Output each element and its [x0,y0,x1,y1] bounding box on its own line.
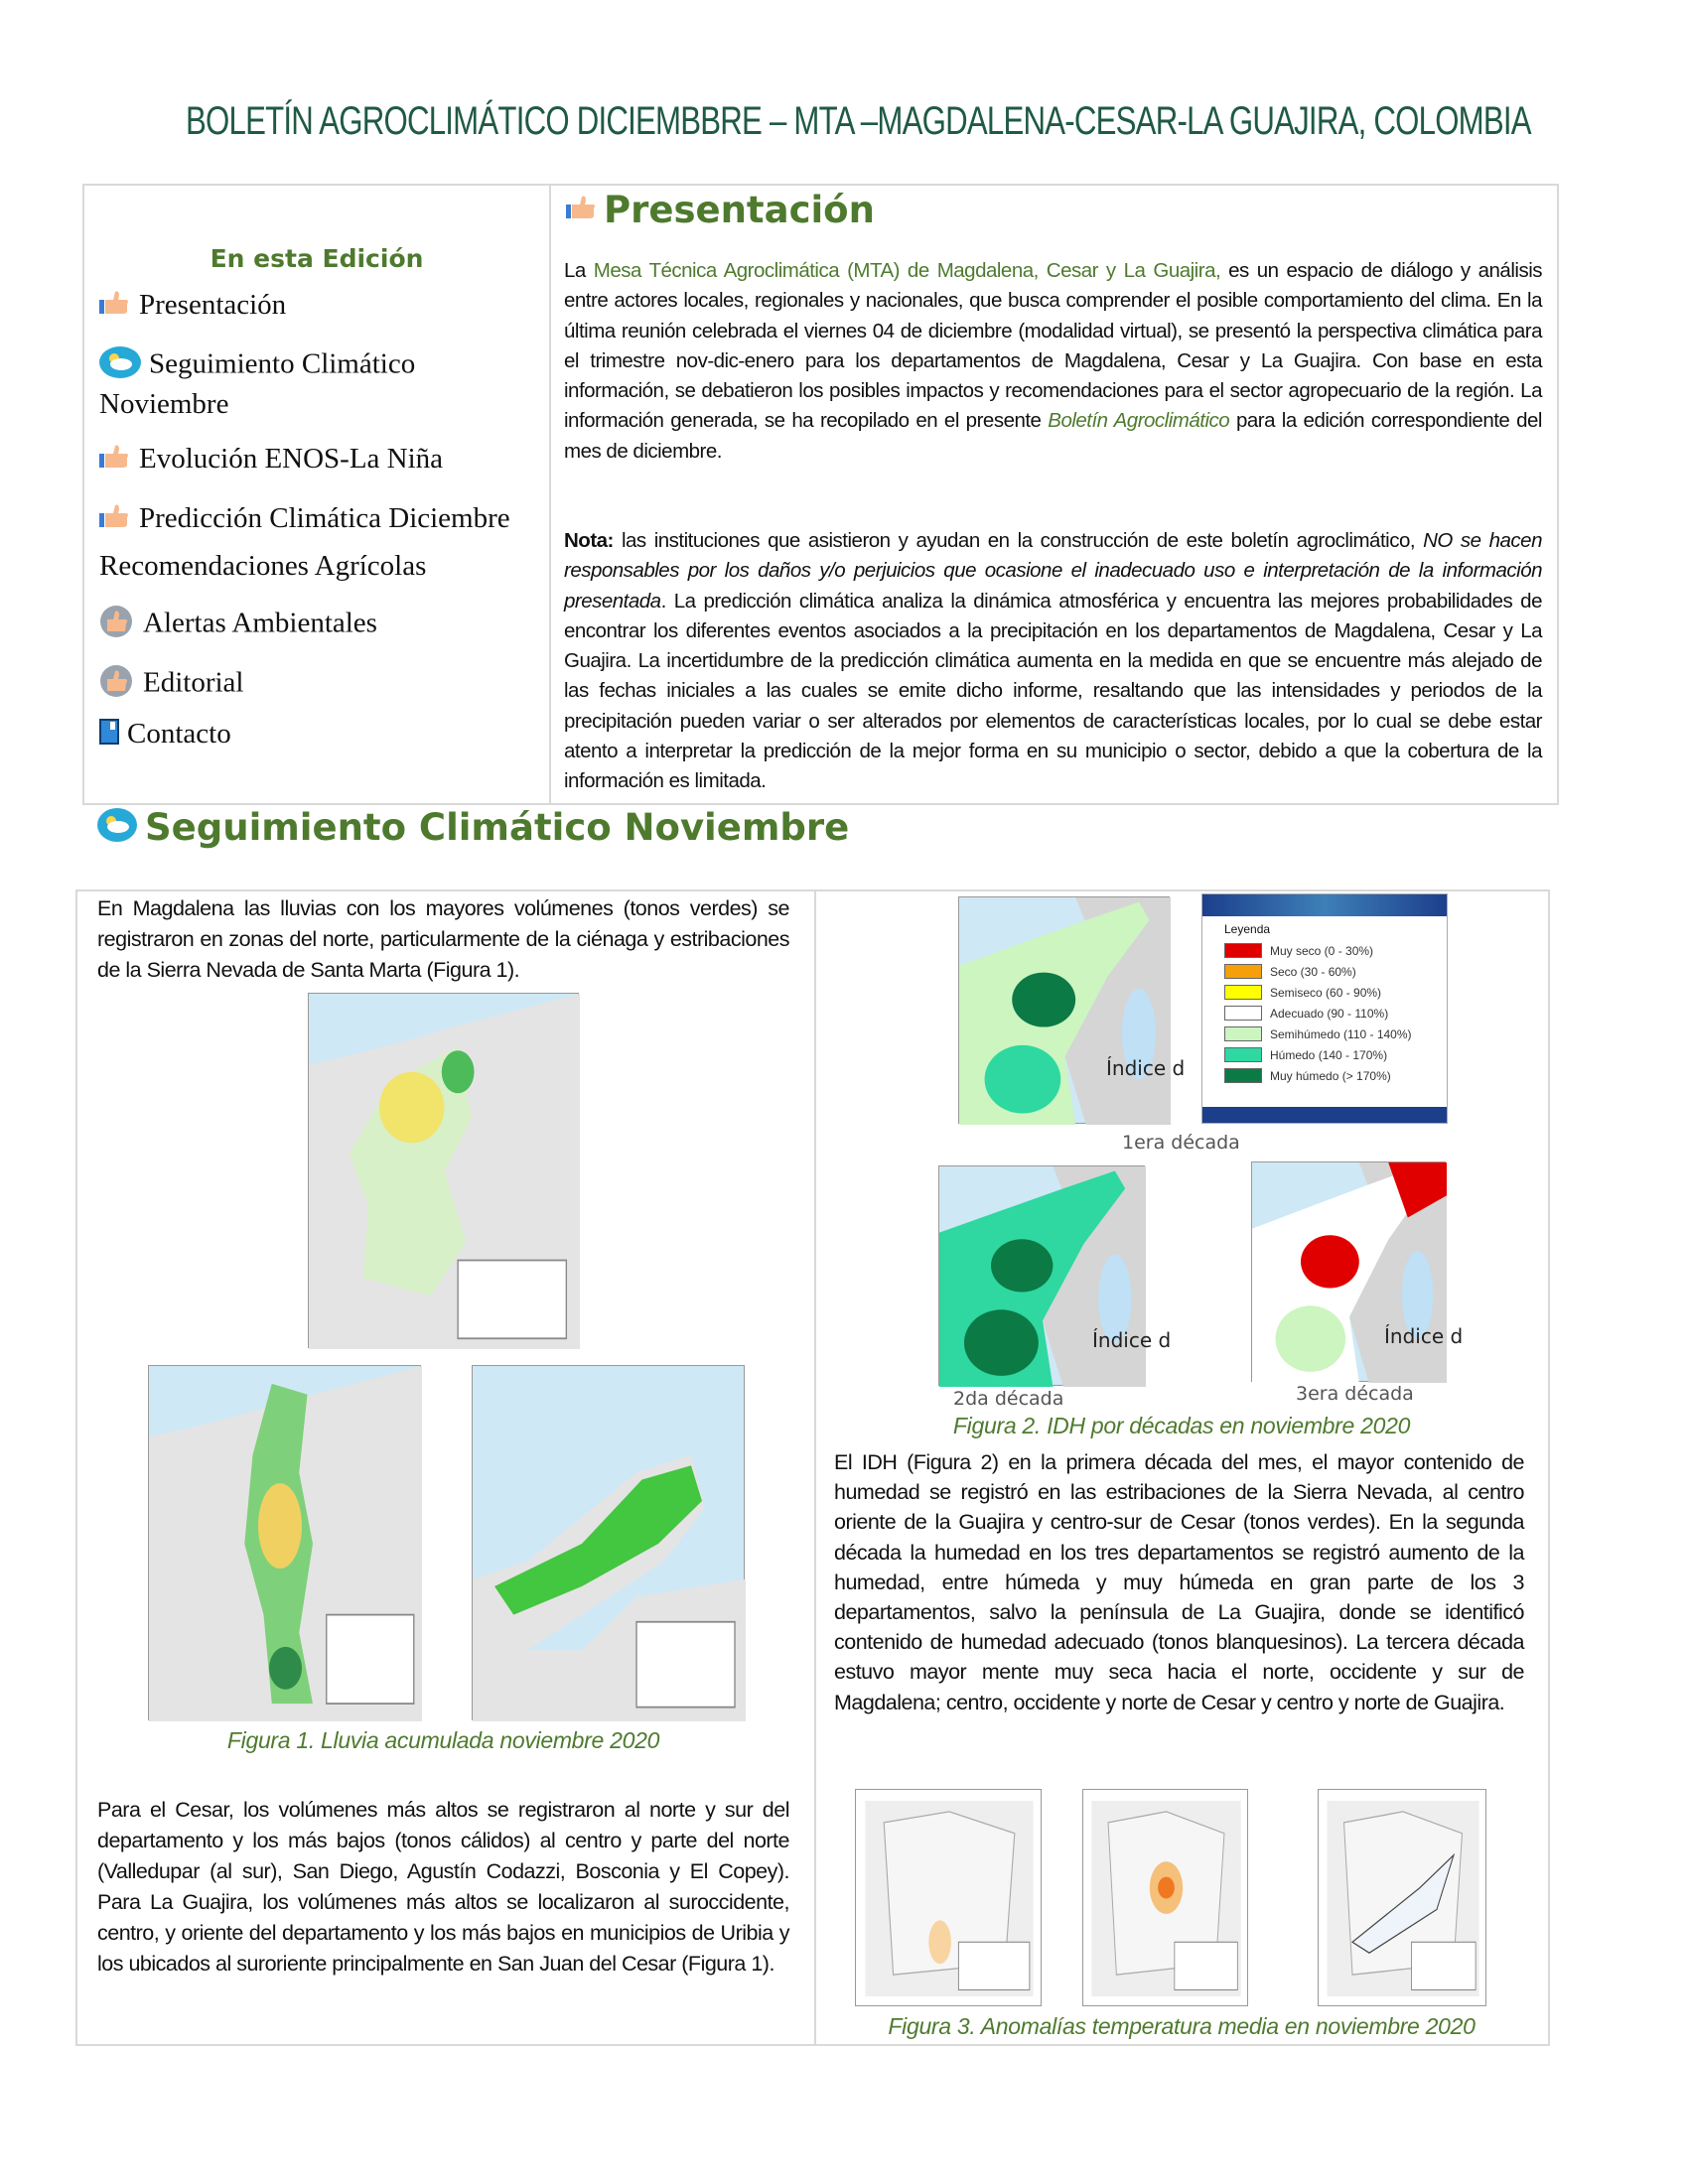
toc-item-label: Evolución ENOS-La Niña [139,443,444,475]
toc-item-label: Predicción Climática Diciembre [139,502,510,534]
toc-item-label: Alertas Ambientales [143,607,377,639]
seguimiento-header [97,806,849,849]
figure2-caption: Figura 2. IDH por décadas en noviembre 2020 [952,1413,1411,1438]
text: La [564,259,594,282]
toc-item-label: Recomendaciones Agrícolas [99,550,427,582]
guajira-rain-map [472,1365,745,1720]
cesar-guajira-paragraph: Para el Cesar, los volúmenes más altos se registraron al norte y sur del departamento y los más bajos (tonos cálidos) al centro y parte del norte (Valledupar (al sur), San Diego, Agustín Codazzi, Bosconia y El Copey). Para La Guajira, los volúmenes más altos se localizaron al suroccidente, centro, y oriente del departamento y los más bajos en municipios de Uribia y los ubicados al suroriente principalmente en San Juan del Cesar (Figura 1). [97,1798,789,1976]
legend-banner-bottom [1202,1107,1447,1123]
toc-item-recomendaciones[interactable] [99,549,541,583]
cesar-rain-map [148,1365,421,1720]
figure3-caption: Figura 3. Anomalías temperatura media en noviembre 2020 [888,2013,1476,2039]
thumbs-up-circle-icon [99,665,135,705]
thumbs-up-icon [99,444,131,478]
thumbs-up-icon [566,195,596,225]
presentacion-paragraph [564,256,1542,467]
text: para la edición correspondiente del mes de diciembre. [564,409,1542,463]
text: . La predicción climática analiza la dinámica atmosférica y encuentra las mejores probabilidades de encontrar los diferentes eventos asociados a la precipitación en los departamentos de Magdalena, Cesar y La Guajira. La incertidumbre de la predicción climática aumenta en la medida en que se encuentre más alejado de las fechas iniciales a las cuales se emite dicho informe, resaltando que las intensidades y periodos de la precipitación pueden variar o ser alterados por elementos de características locales, por lo cual se debe estar atento a interpretar la predicción de la mejor forma en su municipio o sector, debido a que la cobertura de la información es limitada. [564,589,1542,793]
toc-item-editorial[interactable] [99,665,541,705]
legend-label: Muy húmedo (> 170%) [1270,1068,1391,1083]
legend-item [1202,1044,1447,1065]
legend-swatch [1224,1006,1262,1021]
weather-cloud-icon [99,345,141,387]
legend-label: Semihúmedo (110 - 140%) [1270,1026,1412,1041]
temp-anomaly-guajira-map [1318,1789,1486,2006]
legend-swatch [1224,1026,1262,1041]
legend-swatch [1224,985,1262,1000]
magdalena-paragraph: En Magdalena las lluvias con los mayores volúmenes (tonos verdes) se registraron en zonas del norte, particularmente de la ciénaga y estribaciones de la Sierra Nevada de Santa Marta (Figura 1). [97,896,789,982]
decada3-label: 3era década [1296,1383,1414,1405]
toc-item-alertas[interactable] [99,606,541,645]
toc-item-label: Seguimiento Climático Noviembre [99,347,416,420]
legend-banner [1202,894,1447,916]
decada2-label: 2da década [953,1388,1064,1410]
boletin-italic: Boletín Agroclimático [1048,409,1230,433]
idh-decada1-map [958,896,1186,1124]
toc-item-presentacion[interactable] [99,288,541,324]
legend-item [1202,1065,1447,1086]
magdalena-rain-map [308,993,579,1348]
weather-cloud-icon [97,808,137,847]
bulletin-title: BOLETÍN AGROCLIMÁTICO DICIEMBBRE – MTA –MAGDALENA-CESAR-LA GUAJIRA, COLOMBIA [186,99,1531,143]
disclaimer-italic: NO se hacen responsables por los daños y/o perjuicios que ocasione el inadecuado uso e interpretación de la información presentada [564,529,1542,613]
toc-item-prediccion[interactable] [99,501,541,537]
seguimiento-heading: Seguimiento Climático Noviembre [145,806,850,849]
legend-swatch [1224,943,1262,958]
temp-anomaly-cesar-map [1082,1789,1248,2006]
legend-swatch [1224,1047,1262,1062]
column-divider [549,184,551,805]
legend-item [1202,961,1447,982]
idh-map2-index-label: Índice d [1092,1328,1172,1352]
legend-swatch [1224,964,1262,979]
figure1-caption: Figura 1. Lluvia acumulada noviembre 2020 [226,1727,660,1753]
decada1-label: 1era década [1122,1132,1240,1154]
temp-anomaly-magdalena-map [855,1789,1042,2006]
legend-item [1202,982,1447,1003]
toc-item-contacto[interactable] [99,717,541,752]
mta-link-text: Mesa Técnica Agroclimática (MTA) de Magdalena, Cesar y La Guajira, [593,259,1221,282]
presentacion-heading: Presentación [604,189,875,231]
legend-title: Leyenda [1224,922,1271,936]
presentacion-header [566,189,875,231]
book-icon [99,719,119,752]
idh-legend [1201,893,1448,1124]
toc-item-label: Presentación [139,289,287,321]
legend-item [1202,940,1447,961]
toc-item-label: Editorial [143,666,244,699]
nota-paragraph [564,526,1542,797]
idh-paragraph: El IDH (Figura 2) en la primera década del mes, el mayor contenido de humedad se registró en las estribaciones de la Sierra Nevada, al centro oriente de la Guajira y centro-sur de Cesar (tonos verdes). En la segunda década la humedad en los tres departamentos se registró aumento de la humedad, entre húmeda y muy húmeda en gran parte de los 3 departamentos, salvo la península de La Guajira, donde se identificó contenido de humedad adecuado (tonos blanquesinos). La tercera década estuvo mayor mente muy seca hacia el norte, occidente y sur de Magdalena; centro, occidente y norte de Cesar y centro y norte de Guajira. [834,1450,1524,1714]
legend-swatch [1224,1068,1262,1083]
legend-item [1202,1003,1447,1024]
idh-map3-index-label: Índice d [1384,1324,1464,1348]
thumbs-up-icon [99,290,131,324]
legend-item [1202,1024,1447,1044]
nota-label: Nota: [564,529,614,552]
legend-label: Adecuado (90 - 110%) [1270,1006,1389,1021]
idh-map1-index-label: Índice d [1106,1056,1186,1080]
legend-label: Semiseco (60 - 90%) [1270,985,1382,1000]
legend-label: Seco (30 - 60%) [1270,964,1356,979]
toc-item-label: Contacto [127,718,231,750]
legend-label: Húmedo (140 - 170%) [1270,1047,1388,1062]
toc-item-seguimiento[interactable] [99,345,541,421]
legend-label: Muy seco (0 - 30%) [1270,943,1374,958]
text: las instituciones que asistieron y ayudan en la construcción de este boletín agroclimático, [613,529,1424,552]
toc-item-evolucion[interactable] [99,442,541,478]
text: es un espacio de diálogo y análisis entre actores locales, regionales y nacionales, que busca comprender el posible comportamiento del clima. En la última reunión celebrada el viernes 04 de diciembre (modalidad virtual), se presentó la perspectiva climática para el trimestre nov-dic-enero para los departamentos de Magdalena, Cesar y La Guajira. Con base en esta información, se debatieron los posibles impactos y recomendaciones para el sector agropecuario de la región. La información generada, se ha recopilado en el presente [564,259,1543,433]
thumbs-up-icon [99,503,131,537]
toc-heading: En esta Edición [210,244,424,273]
thumbs-up-circle-icon [99,606,135,645]
column-divider [814,889,816,2046]
